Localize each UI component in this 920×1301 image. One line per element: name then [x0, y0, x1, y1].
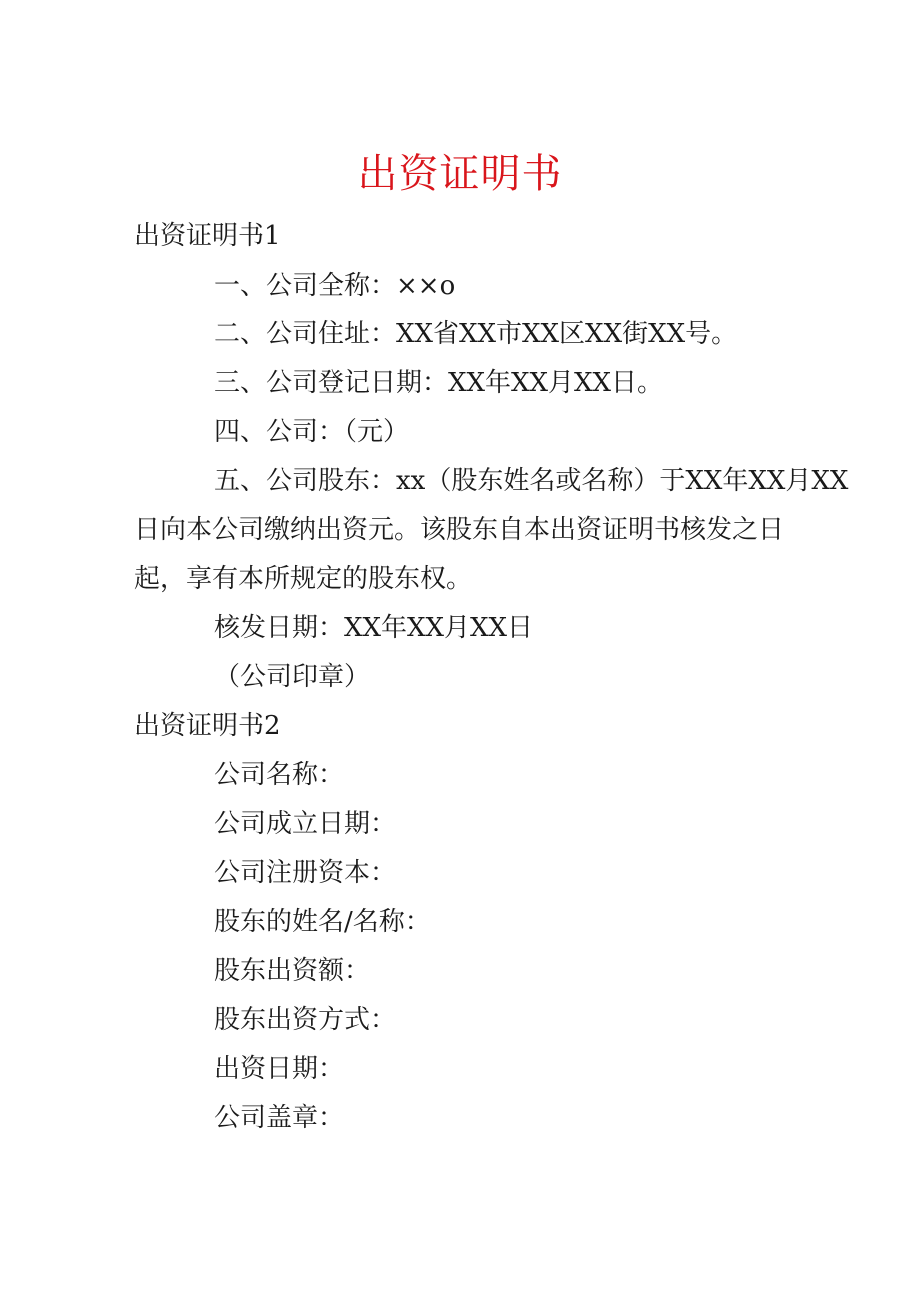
item-registration-date: 三、公司登记日期：XX年XX月XX日。 — [214, 368, 664, 398]
field-shareholder-name: 股东的姓名/名称： — [214, 907, 431, 937]
issue-date: 核发日期：XX年XX月XX日 — [214, 613, 534, 643]
item-company-capital: 四、公司：（元） — [214, 417, 410, 447]
section1-heading: 出资证明书1 — [134, 221, 281, 251]
shareholder-paragraph-line1: 五、公司股东：xx（股东姓名或名称）于XX年XX月XX — [214, 466, 849, 496]
company-seal-note: （公司印章） — [214, 662, 371, 692]
field-contribution-amount: 股东出资额： — [214, 956, 371, 986]
field-establishment-date: 公司成立日期： — [214, 809, 397, 839]
field-company-seal: 公司盖章： — [214, 1103, 345, 1133]
item-company-address: 二、公司住址：XX省XX市XX区XX街XX号。 — [214, 319, 738, 349]
shareholder-paragraph-line2: 日向本公司缴纳出资元。该股东自本出资证明书核发之日 — [134, 515, 785, 545]
item-company-full-name: 一、公司全称：××o — [214, 271, 456, 301]
section2-heading: 出资证明书2 — [134, 711, 281, 741]
field-contribution-date: 出资日期： — [214, 1054, 345, 1084]
shareholder-paragraph-line3: 起，享有本所规定的股东权。 — [134, 564, 473, 594]
field-company-name: 公司名称： — [214, 760, 345, 790]
document-title: 出资证明书 — [357, 151, 563, 197]
field-registered-capital: 公司注册资本： — [214, 858, 397, 888]
field-contribution-method: 股东出资方式： — [214, 1005, 397, 1035]
